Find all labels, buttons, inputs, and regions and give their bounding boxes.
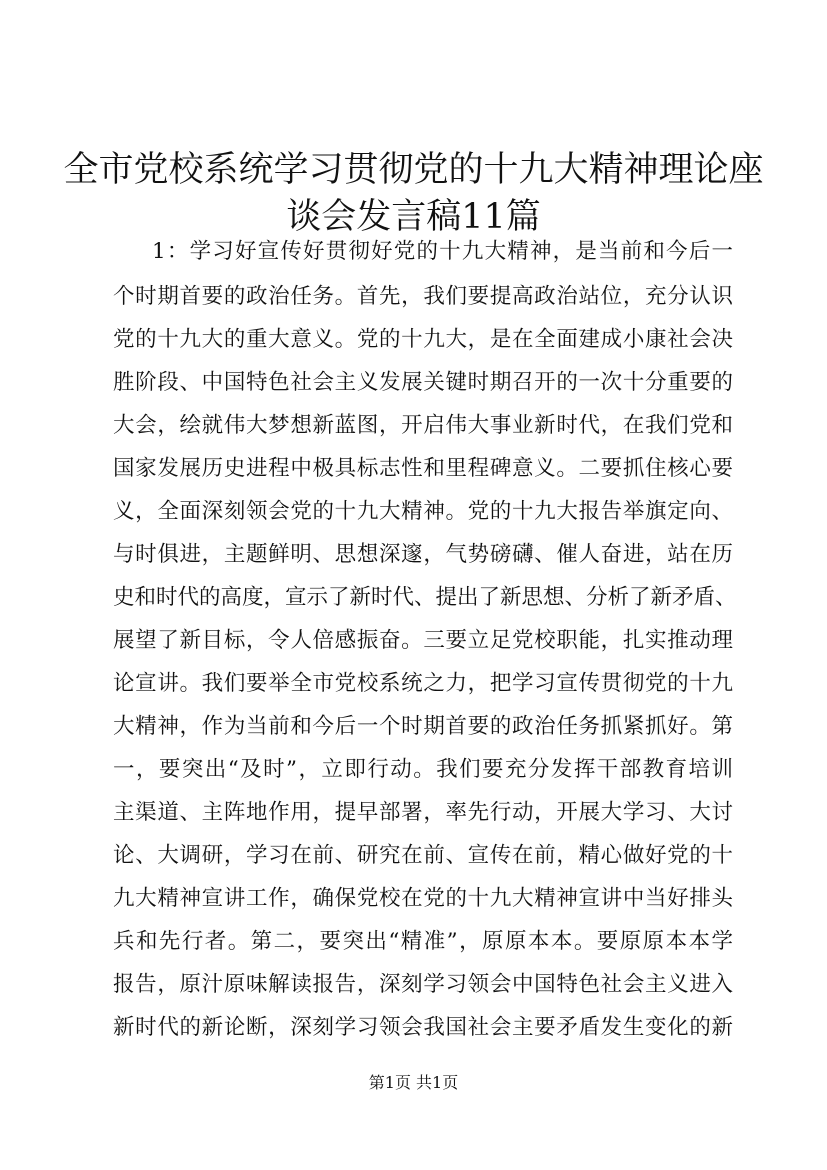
body-line: 一，要突出“及时”，立即行动。我们要充分发挥干部教育培训 xyxy=(113,757,733,782)
body-line: 大会，绘就伟大梦想新蓝图，开启伟大事业新时代，在我们党和 xyxy=(113,413,733,438)
body-line: 展望了新目标，令人倍感振奋。三要立足党校职能，扎实推动理 xyxy=(113,628,733,653)
document-title-line-2: 谈会发言稿11篇 xyxy=(286,197,541,237)
body-line: 胜阶段、中国特色社会主义发展关键时期召开的一次十分重要的 xyxy=(113,370,733,395)
body-line: 与时俱进，主题鲜明、思想深邃，气势磅礴、催人奋进，站在历 xyxy=(113,542,733,567)
body-line: 论宣讲。我们要举全市党校系统之力，把学习宣传贯彻党的十九 xyxy=(113,671,733,696)
body-line: 1：学习好宣传好贯彻好党的十九大精神，是当前和今后一 xyxy=(152,239,733,264)
body-line: 国家发展历史进程中极具标志性和里程碑意义。二要抓住核心要 xyxy=(113,456,733,481)
body-line: 义，全面深刻领会党的十九大精神。党的十九大报告举旗定向、 xyxy=(113,499,733,524)
body-line: 主渠道、主阵地作用，提早部署，率先行动，开展大学习、大讨 xyxy=(113,800,733,825)
body-line: 论、大调研，学习在前、研究在前、宣传在前，精心做好党的十 xyxy=(113,843,733,868)
body-line: 个时期首要的政治任务。首先，我们要提高政治站位，充分认识 xyxy=(113,284,733,309)
body-line: 大精神，作为当前和今后一个时期首要的政治任务抓紧抓好。第 xyxy=(113,714,733,739)
body-line: 史和时代的高度，宣示了新时代、提出了新思想、分析了新矛盾、 xyxy=(113,585,737,610)
body-line: 党的十九大的重大意义。党的十九大，是在全面建成小康社会决 xyxy=(113,327,733,352)
body-line: 新时代的新论断，深刻学习领会我国社会主要矛盾发生变化的新 xyxy=(113,1015,733,1040)
page-number-footer: 第1页 共1页 xyxy=(368,1073,459,1092)
document-title-line-1: 全市党校系统学习贯彻党的十九大精神理论座 xyxy=(63,150,764,190)
body-line: 九大精神宣讲工作，确保党校在党的十九大精神宣讲中当好排头 xyxy=(113,886,733,911)
body-line: 兵和先行者。第二，要突出“精准”，原原本本。要原原本本学 xyxy=(113,929,733,954)
body-line: 报告，原汁原味解读报告，深刻学习领会中国特色社会主义进入 xyxy=(113,972,733,997)
